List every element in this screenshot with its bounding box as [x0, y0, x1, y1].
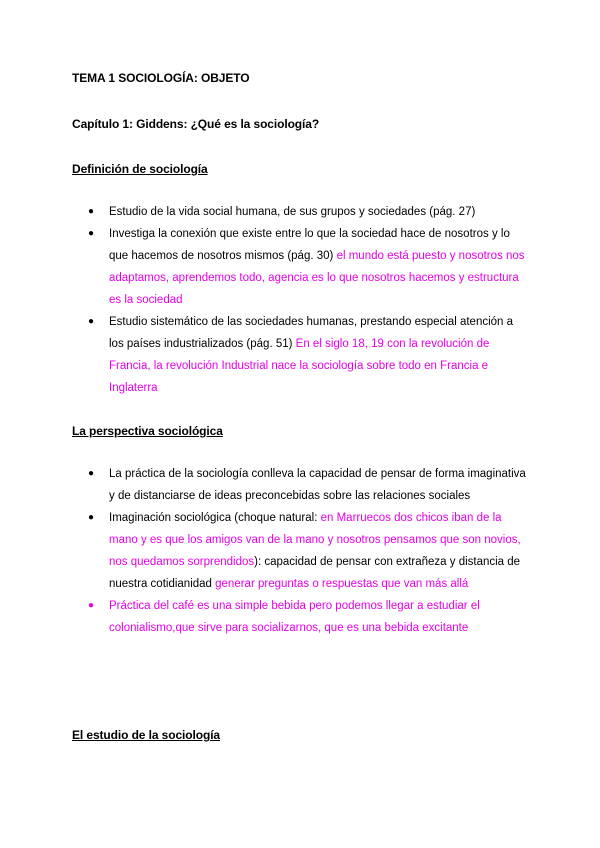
bullet-icon: ●: [88, 512, 95, 523]
chapter-heading: Capítulo 1: Giddens: ¿Qué es la sociología?: [72, 117, 320, 131]
bullet-icon: ●: [88, 600, 95, 611]
section-heading-estudio: El estudio de la sociología: [72, 728, 220, 742]
bullet-icon: ●: [88, 228, 95, 239]
list-item: ● Investiga la conexión que existe entre lo que la sociedad hace de nosotros y lo que hacemos de nosotros mismos (pág. 30) el mundo está puesto y nosotros nos adaptamos, aprendemos todo, agencia es lo que nosotros hacemos y estructura es la sociedad: [88, 223, 528, 311]
list-item: ● Práctica del café es una simple bebida pero podemos llegar a estudiar el colonialismo,que sirve para socializarnos, que es una bebida excitante: [88, 595, 528, 639]
bullet-icon: ●: [88, 206, 95, 217]
list-item: ● Imaginación sociológica (choque natural: en Marruecos dos chicos iban de la mano y es que los amigos van de la mano y nosotros pensamos que son novios, nos quedamos sorprendidos): capacidad de pensar con extrañeza y distancia de nuestra cotidianidad generar preguntas o respuestas que van más allá: [88, 507, 528, 595]
definicion-list: [88, 201, 528, 399]
list-item: ● Estudio sistemático de las sociedades humanas, prestando especial atención a los países industrializados (pág. 51) En el siglo 18, 19 con la revolución de Francia, la revolución Industrial nace la sociología sobre todo en Francia e Inglaterra: [88, 311, 528, 399]
section-heading-definicion: Definición de sociología: [72, 162, 208, 176]
list-item: ● La práctica de la sociología conlleva la capacidad de pensar de forma imaginativa y de distanciarse de ideas preconcebidas sobre las relaciones sociales: [88, 463, 528, 507]
section-heading-perspectiva: La perspectiva sociológica: [72, 424, 223, 438]
document-title: TEMA 1 SOCIOLOGÍA: OBJETO: [72, 71, 250, 85]
bullet-icon: ●: [88, 468, 95, 479]
perspectiva-list: [88, 463, 528, 639]
bullet-icon: ●: [88, 316, 95, 327]
list-item: ● Estudio de la vida social humana, de sus grupos y sociedades (pág. 27): [88, 201, 528, 223]
